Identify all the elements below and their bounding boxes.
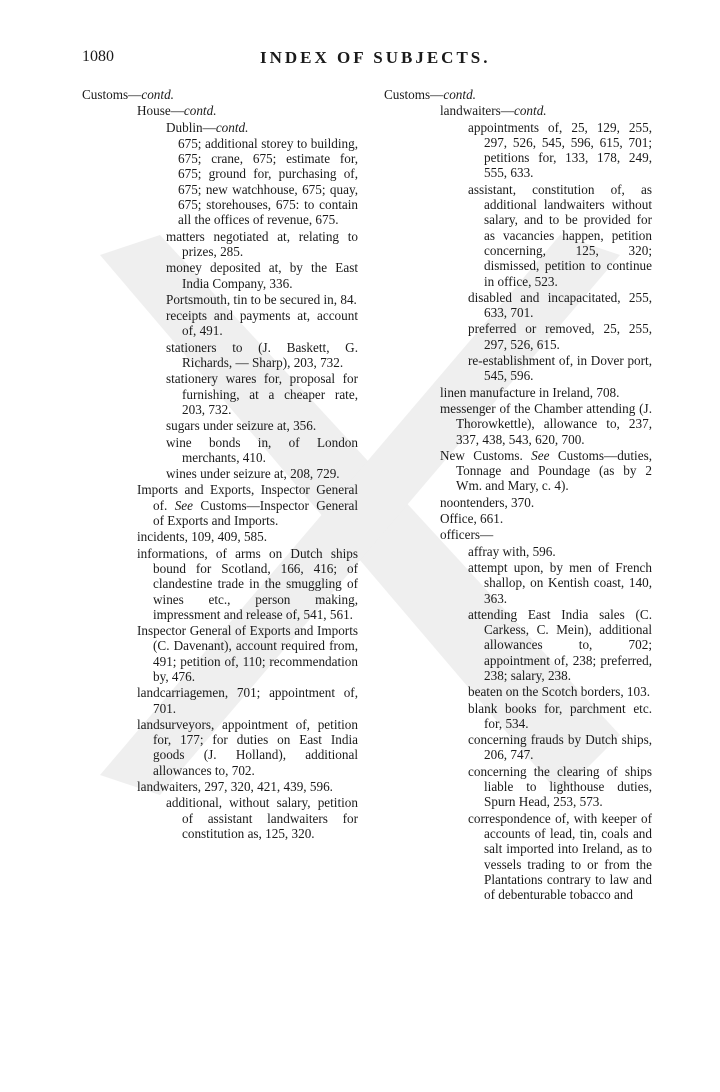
- index-entry: concerning the clearing of ships liable to lighthouse duties, Spurn Head, 253, 573.: [468, 763, 652, 810]
- index-entry: Portsmouth, tin to be secured in, 84.: [166, 291, 357, 307]
- index-entry: receipts and payments at, account of, 491.: [166, 308, 358, 339]
- index-entry: officers—: [440, 527, 494, 543]
- index-entry: correspondence of, with keeper of accounts of lead, tin, coals and salt imported into Ireland, as to vessels trading to or from the Plantations contrary to law and of debenturable tobacco and: [468, 810, 652, 903]
- index-entry: appointments of, 25, 129, 255, 297, 526, 545, 596, 615, 701; petitions for, 133, 178, 249, 555, 633.: [468, 119, 652, 181]
- index-entry: attempt upon, by men of French shallop, on Kentish coast, 140, 363.: [468, 559, 652, 606]
- index-column-right: [384, 87, 652, 903]
- index-entry: Customs—contd.: [82, 87, 174, 102]
- index-entry: New Customs. See Customs—duties, Tonnage and Poundage (as by 2 Wm. and Mary, c. 4).: [440, 447, 652, 494]
- index-entry: assistant, constitution of, as additional landwaiters without salary, and to be provided for as vacancies happen, petition concerning, 125, 320; dismissed, petition to continue in office, 523.: [468, 181, 652, 289]
- index-entry: disabled and incapacitated, 255, 633, 701.: [468, 289, 652, 321]
- index-entry: affray with, 596.: [468, 543, 556, 559]
- page-number: 1080: [82, 48, 114, 65]
- index-entry: stationery wares for, proposal for furnishing, at a cheaper rate, 203, 732.: [166, 371, 358, 417]
- page-header: [82, 48, 652, 72]
- index-entry: landcarriagemen, 701; appointment of, 701.: [137, 685, 358, 716]
- index-entry: incidents, 109, 409, 585.: [137, 529, 268, 545]
- index-entry: House—contd.: [137, 103, 217, 119]
- index-column-left: [82, 87, 358, 842]
- index-entry: 675; additional storey to building, 675; crane, 675; estimate for, 675; ground for, purchasing of, 675; new watchhouse, 675; quay, 675; storehouses, 675: to contain all the offices of revenue, 675.: [178, 135, 358, 228]
- index-entry: informations, of arms on Dutch ships bound for Scotland, 166, 416; of clandestine trade in the smuggling of wines etc., person making, impressment and release of, 541, 561.: [137, 545, 358, 622]
- index-entry: wines under seizure at, 208, 729.: [166, 466, 340, 482]
- index-entry: beaten on the Scotch borders, 103.: [468, 684, 651, 700]
- index-entry: additional, without salary, petition of assistant landwaiters for constitution as, 125, 320.: [166, 795, 358, 841]
- index-entry: landwaiters, 297, 320, 421, 439, 596.: [137, 779, 333, 795]
- index-entry: wine bonds in, of London merchants, 410.: [166, 434, 358, 465]
- index-entry: re-establishment of, in Dover port, 545, 596.: [468, 353, 652, 384]
- index-entry: concerning frauds by Dutch ships, 206, 747.: [468, 732, 652, 763]
- index-entry: messenger of the Chamber attending (J. Thorowkettle), allowance to, 237, 337, 438, 543, 620, 700.: [440, 400, 652, 447]
- index-entry: Dublin—contd.: [166, 119, 249, 135]
- index-entry: matters negotiated at, relating to prizes, 285.: [166, 228, 358, 259]
- index-entry: stationers to (J. Baskett, G. Richards, — Sharp), 203, 732.: [166, 339, 358, 371]
- index-entry: landsurveyors, appointment of, petition for, 177; for duties on East India goods (J. Holland), additional allowances to, 702.: [137, 716, 358, 778]
- index-entry: linen manufacture in Ireland, 708.: [440, 384, 620, 400]
- index-entry: preferred or removed, 25, 255, 297, 526, 615.: [468, 321, 652, 352]
- index-entry: noontenders, 370.: [440, 494, 535, 510]
- index-entry: sugars under seizure at, 356.: [166, 418, 317, 434]
- index-entry: Office, 661.: [440, 511, 504, 527]
- index-entry: landwaiters—contd.: [440, 103, 547, 119]
- index-entry: money deposited at, by the East India Company, 336.: [166, 260, 358, 291]
- running-title: INDEX OF SUBJECTS.: [260, 48, 491, 67]
- index-entry: blank books for, parchment etc. for, 534.: [468, 700, 652, 731]
- index-entry: Imports and Exports, Inspector General of. See Customs—Inspector General of Exports and Imports.: [137, 482, 358, 529]
- index-entry: Inspector General of Exports and Imports (C. Davenant), account required from, 491; petition of, 110; recommendation by, 476.: [137, 623, 358, 684]
- index-entry: attending East India sales (C. Carkess, C. Mein), additional allowances to, 702; appointment of, 238; preferred, 238; salary, 238.: [468, 606, 652, 683]
- index-entry: Customs—contd.: [384, 87, 476, 102]
